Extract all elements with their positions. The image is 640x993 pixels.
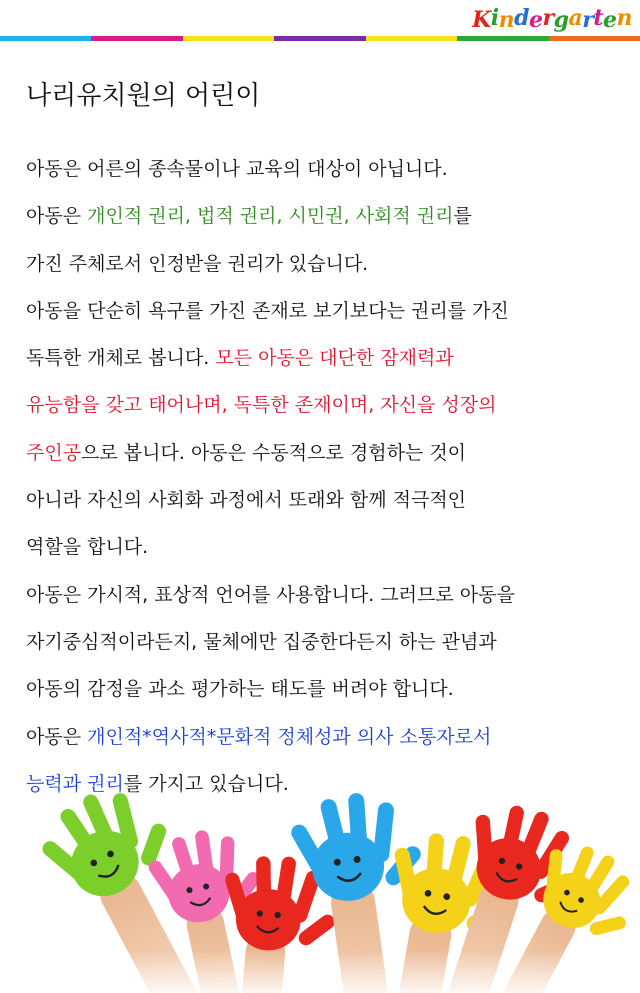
- logo-letter: a: [568, 5, 583, 31]
- text-segment: 아동은: [26, 205, 88, 228]
- stripe-segment: [549, 36, 640, 41]
- highlight-green: 개인적 권리, 법적 권리, 시민권, 사회적 권리: [87, 205, 454, 228]
- highlight-red: 주인공: [26, 441, 82, 464]
- text-line-2: [26, 193, 626, 240]
- text-line-1: [26, 146, 626, 193]
- text-line-11: [26, 619, 626, 666]
- stripe-segment: [183, 36, 274, 41]
- text-segment: 으로 봅니다. 아동은 수동적으로 경험하는 것이: [81, 441, 467, 464]
- text-line-5: [26, 335, 626, 382]
- text-segment: 아동의 감정을 과소 평가하는 태도를 버려야 합니다.: [26, 678, 454, 701]
- text-line-8: [26, 477, 626, 524]
- highlight-red: 모든 아동은 대단한 잠재력과: [215, 347, 454, 370]
- text-segment: 자기중심적이라든지, 물체에만 집중한다든지 하는 관념과: [26, 630, 497, 653]
- text-line-12: [26, 666, 626, 713]
- text-line-6: [26, 382, 626, 429]
- logo-letter: n: [616, 5, 632, 31]
- logo-letter: d: [514, 5, 529, 31]
- text-segment: 아동은: [26, 725, 88, 748]
- text-segment: 독특한 개체로 봅니다.: [26, 347, 216, 370]
- text-segment: 아니라 자신의 사회화 과정에서 또래와 함께 적극적인: [26, 489, 467, 512]
- highlight-red: 유능함을 갖고 태어나며, 독특한 존재이며, 자신을 성장의: [26, 394, 497, 417]
- text-segment: 역할을 합니다.: [26, 536, 149, 559]
- kindergarten-logo: [472, 4, 632, 34]
- stripe-segment: [274, 36, 365, 41]
- page-title: 나리유치원의 어린이: [26, 81, 261, 111]
- stripe-segment: [91, 36, 182, 41]
- text-line-9: [26, 524, 626, 571]
- text-line-7: [26, 430, 626, 477]
- text-segment: 를: [453, 205, 472, 228]
- logo-letter: i: [490, 5, 499, 31]
- stripe-segment: [366, 36, 457, 41]
- logo-letter: r: [542, 5, 554, 31]
- stripe-segment: [0, 36, 91, 41]
- logo-letter: n: [498, 7, 515, 33]
- text-line-4: [26, 288, 626, 335]
- logo-letter: r: [582, 7, 594, 33]
- logo-letter: g: [553, 7, 569, 33]
- text-segment: 아동은 어른의 종속물이나 교육의 대상이 아닙니다.: [26, 158, 448, 180]
- logo-letter: K: [472, 7, 491, 33]
- rainbow-divider: [0, 36, 640, 41]
- logo-letter: e: [603, 7, 617, 33]
- body-paragraph: [26, 146, 626, 808]
- text-segment: 가진 주체로서 인정받을 권리가 있습니다.: [26, 252, 369, 275]
- stripe-segment: [457, 36, 548, 41]
- text-line-13: [26, 714, 626, 761]
- painted-hands-illustration: [0, 790, 640, 993]
- logo-letter: e: [528, 7, 543, 33]
- highlight-blue: 개인적*역사적*문화적 정체성과 의사 소통자로서: [87, 725, 492, 748]
- text-segment: 아동은 가시적, 표상적 언어를 사용합니다. 그러므로 아동을: [26, 583, 515, 606]
- text-line-3: [26, 241, 626, 288]
- highlight-blue: 능력과 권리: [26, 772, 124, 795]
- logo-letter: t: [593, 5, 603, 31]
- text-segment: 아동을 단순히 욕구를 가진 존재로 보기보다는 권리를 가진: [26, 299, 509, 322]
- text-segment: 를 가지고 있습니다.: [123, 772, 289, 795]
- text-line-10: [26, 572, 626, 619]
